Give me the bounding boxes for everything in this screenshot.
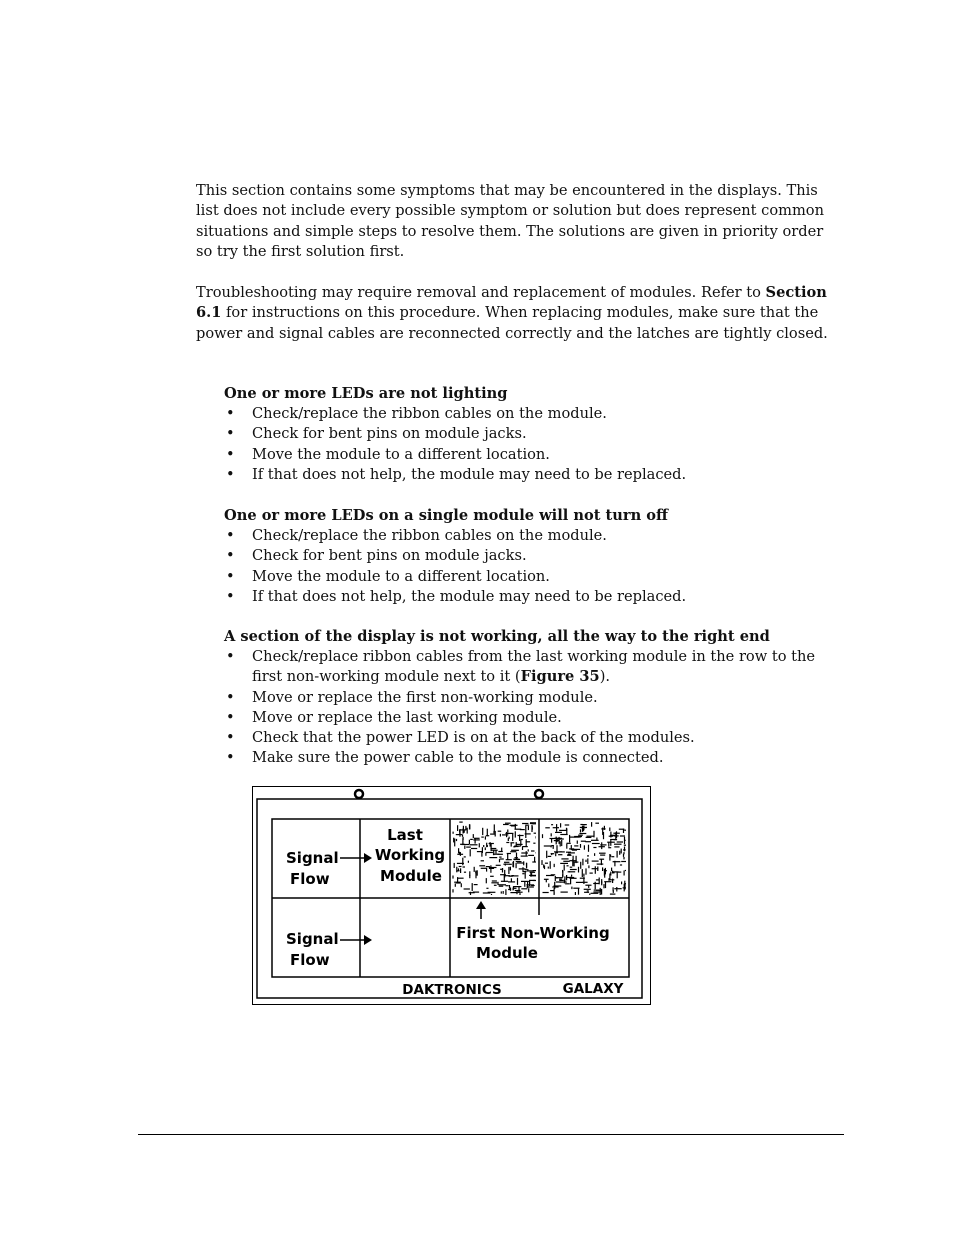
- step-item: • If that does not help, the module may need to be replaced.: [224, 587, 824, 607]
- module-diagram-svg: [253, 787, 650, 1004]
- symptom-steps: [224, 647, 824, 769]
- arrow-right-icon: [364, 935, 372, 945]
- step-item: [224, 647, 824, 688]
- step-text-end: ).: [599, 668, 611, 686]
- signal-flow-label: Signal: [286, 930, 339, 948]
- step-text: Check/replace ribbon cables from the last working module in the row to the first non-working module next to it (: [252, 648, 816, 686]
- step-item: • Check for bent pins on module jacks.: [224, 424, 824, 444]
- step-item: • Check/replace the ribbon cables on the module.: [224, 526, 824, 546]
- non-working-module-pattern: [542, 822, 626, 895]
- symptom-steps: [224, 404, 824, 485]
- last-working-label: Module: [380, 867, 442, 885]
- arrow-up-icon: [476, 901, 486, 909]
- footer-rule: [138, 1134, 844, 1135]
- first-non-working-label: First Non-Working: [456, 924, 610, 942]
- signal-flow-label: Flow: [290, 951, 330, 969]
- symptom-title: A section of the display is not working, all the way to the right end: [224, 628, 770, 645]
- brand-daktronics: DAKTRONICS: [402, 982, 502, 998]
- symptom-title: One or more LEDs on a single module will not turn off: [224, 507, 668, 524]
- intro-text-before: Troubleshooting may require removal and replacement of modules. Refer to: [196, 284, 766, 301]
- intro-paragraph-1: This section contains some symptoms that may be encountered in the displays. This list does not include every possible symptom or solution but does represent common situations and simple steps to resolve them. The solutions are given in priority order so try the first solution first.: [196, 182, 824, 260]
- step-item: • If that does not help, the module may need to be replaced.: [224, 465, 824, 485]
- last-working-label: Working: [374, 846, 446, 864]
- step-item: • Make sure the power cable to the module is connected.: [224, 748, 824, 768]
- non-working-module-pattern: [453, 822, 536, 895]
- step-item: • Move or replace the last working module.: [224, 708, 824, 728]
- arrow-right-icon: [364, 853, 372, 863]
- brand-galaxy: GALAXY: [562, 981, 624, 997]
- step-item: • Move or replace the first non-working module.: [224, 688, 824, 708]
- signal-flow-label: Flow: [290, 870, 330, 888]
- signal-flow-label: Signal: [286, 849, 339, 867]
- mounting-hole-icon: [535, 790, 543, 798]
- step-item: • Move the module to a different location.: [224, 567, 824, 587]
- intro-paragraph-2: [196, 283, 844, 344]
- step-item: • Check for bent pins on module jacks.: [224, 546, 824, 566]
- mounting-hole-icon: [355, 790, 363, 798]
- figure-reference: Figure 35: [520, 668, 600, 686]
- step-item: • Check that the power LED is on at the back of the modules.: [224, 728, 824, 748]
- section-reference: Section 6.1: [196, 284, 827, 322]
- symptom-title: One or more LEDs are not lighting: [224, 385, 508, 402]
- step-item: • Move the module to a different location.: [224, 445, 824, 465]
- intro-text-after: for instructions on this procedure. When replacing modules, make sure that the power and signal cables are reconnected correctly and the latches are tightly closed.: [196, 304, 828, 342]
- last-working-label: Last: [387, 826, 423, 844]
- symptom-steps: [224, 526, 824, 607]
- first-non-working-label: Module: [476, 944, 538, 962]
- module-diagram: [252, 786, 651, 1005]
- step-item: • Check/replace the ribbon cables on the module.: [224, 404, 824, 424]
